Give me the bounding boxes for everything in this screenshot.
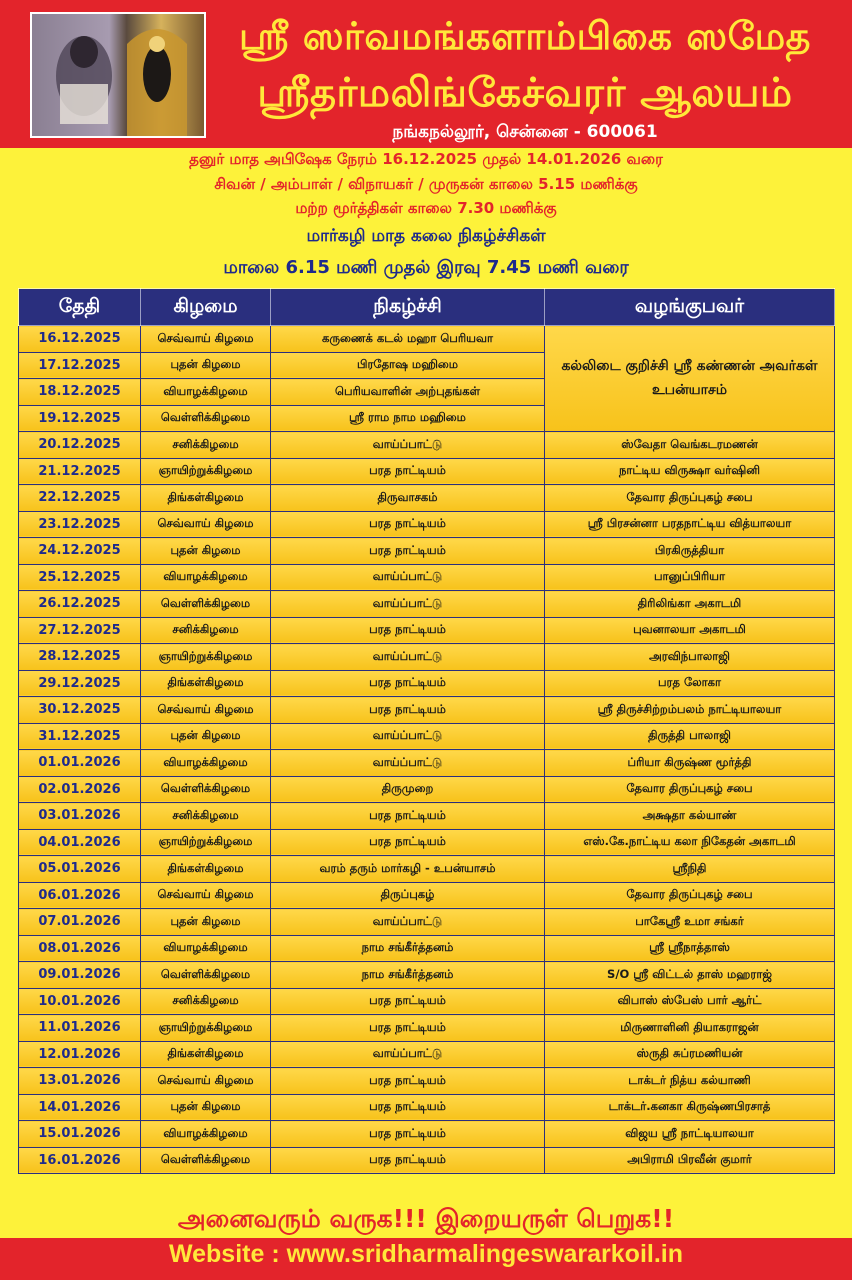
temple-title-line2: ஸ்ரீதர்மலிங்கேச்வரர் ஆலயம்	[257, 70, 793, 116]
date-cell: 23.12.2025	[19, 511, 141, 538]
event-cell: பரத நாட்டியம்	[271, 538, 545, 565]
table-row	[19, 670, 835, 697]
event-cell: வாய்ப்பாட்டு	[271, 909, 545, 936]
date-cell: 15.01.2026	[19, 1121, 141, 1148]
date-cell: 16.01.2026	[19, 1147, 141, 1174]
day-cell: செவ்வாய் கிழமை	[141, 326, 271, 353]
event-cell: நாம சங்கீர்த்தனம்	[271, 935, 545, 962]
table-row	[19, 1094, 835, 1121]
table-row	[19, 617, 835, 644]
website-link[interactable]: Website : www.sridharmalingeswararkoil.in	[168, 1240, 684, 1268]
table-row	[19, 538, 835, 565]
presenter-cell: பானுப்பிரியா	[545, 564, 835, 591]
presenter-cell: ப்ரியா கிருஷ்ண மூர்த்தி	[545, 750, 835, 777]
header-date: தேதி	[19, 289, 141, 326]
table-row	[19, 750, 835, 777]
presenter-cell: ஸ்ருதி சுப்ரமணியன்	[545, 1041, 835, 1068]
event-cell: ஸ்ரீ ராம நாம மஹிமை	[271, 405, 545, 432]
date-cell: 19.12.2025	[19, 405, 141, 432]
date-cell: 17.12.2025	[19, 352, 141, 379]
event-cell: திருப்புகழ்	[271, 882, 545, 909]
presenter-cell-merged: கல்லிடை குறிச்சி ஸ்ரீ கண்ணன் அவர்கள் உபன்யாசம்	[545, 326, 835, 432]
day-cell: வெள்ளிக்கிழமை	[141, 405, 271, 432]
day-cell: செவ்வாய் கிழமை	[141, 882, 271, 909]
event-cell: கருணைக் கடல் மஹா பெரியவா	[271, 326, 545, 353]
header-event: நிகழ்ச்சி	[271, 289, 545, 326]
day-cell: சனிக்கிழமை	[141, 803, 271, 830]
date-cell: 04.01.2026	[19, 829, 141, 856]
table-row	[19, 1041, 835, 1068]
table-row	[19, 485, 835, 512]
event-cell: வாய்ப்பாட்டு	[271, 644, 545, 671]
date-cell: 22.12.2025	[19, 485, 141, 512]
day-cell: வெள்ளிக்கிழமை	[141, 962, 271, 989]
table-row	[19, 1015, 835, 1042]
table-row	[19, 856, 835, 883]
date-cell: 05.01.2026	[19, 856, 141, 883]
presenter-cell: தேவார திருப்புகழ் சபை	[545, 485, 835, 512]
date-cell: 08.01.2026	[19, 935, 141, 962]
presenter-cell: தேவார திருப்புகழ் சபை	[545, 776, 835, 803]
event-cell: பரத நாட்டியம்	[271, 697, 545, 724]
event-cell: நாம சங்கீர்த்தனம்	[271, 962, 545, 989]
presenter-cell: ஸ்ரீநிதி	[545, 856, 835, 883]
abhishekam-main-deities: சிவன் / அம்பாள் / விநாயகர் / முருகன் காலை 5.15 மணிக்கு	[214, 175, 638, 193]
table-header-row	[19, 289, 835, 326]
date-cell: 01.01.2026	[19, 750, 141, 777]
date-cell: 03.01.2026	[19, 803, 141, 830]
table-row	[19, 511, 835, 538]
temple-address: நங்கநல்லூர், சென்னை - 600061	[392, 122, 658, 142]
presenter-cell: டாக்டர் நித்ய கல்யாணி	[545, 1068, 835, 1095]
presenter-cell: அபிராமி பிரவீன் குமார்	[545, 1147, 835, 1174]
day-cell: வெள்ளிக்கிழமை	[141, 1147, 271, 1174]
presenter-cell: ஸ்வேதா வெங்கடரமணன்	[545, 432, 835, 459]
presenter-cell: பாகேஸ்ரீ உமா சங்கர்	[545, 909, 835, 936]
day-cell: வியாழக்கிழமை	[141, 1121, 271, 1148]
date-cell: 09.01.2026	[19, 962, 141, 989]
event-cell: பரத நாட்டியம்	[271, 803, 545, 830]
presenter-cell: புவனாலயா அகாடமி	[545, 617, 835, 644]
abhishekam-other-deities: மற்ற மூர்த்திகள் காலை 7.30 மணிக்கு	[295, 199, 557, 217]
day-cell: சனிக்கிழமை	[141, 432, 271, 459]
table-row	[19, 432, 835, 459]
date-cell: 26.12.2025	[19, 591, 141, 618]
presenter-cell: எஸ்.கே.நாட்டிய கலா நிகேதன் அகாடமி	[545, 829, 835, 856]
footer-slogan: அனைவரும் வருக!!! இறையருள் பெறுக!!	[177, 1204, 675, 1233]
event-cell: பிரதோஷ மஹிமை	[271, 352, 545, 379]
day-cell: புதன் கிழமை	[141, 723, 271, 750]
event-cell: திருமுறை	[271, 776, 545, 803]
day-cell: வியாழக்கிழமை	[141, 564, 271, 591]
programs-heading: மார்கழி மாத கலை நிகழ்ச்சிகள்	[306, 226, 546, 246]
presenter-cell: மிருணாளினி தியாகராஜன்	[545, 1015, 835, 1042]
date-cell: 25.12.2025	[19, 564, 141, 591]
day-cell: திங்கள்கிழமை	[141, 1041, 271, 1068]
date-cell: 12.01.2026	[19, 1041, 141, 1068]
table-row	[19, 803, 835, 830]
date-cell: 24.12.2025	[19, 538, 141, 565]
header-presenter: வழங்குபவர்	[545, 289, 835, 326]
event-cell: வாய்ப்பாட்டு	[271, 1041, 545, 1068]
date-cell: 20.12.2025	[19, 432, 141, 459]
table-row	[19, 829, 835, 856]
day-cell: வியாழக்கிழமை	[141, 750, 271, 777]
presenter-cell: S/O ஸ்ரீ விட்டல் தாஸ் மஹராஜ்	[545, 962, 835, 989]
event-cell: பரத நாட்டியம்	[271, 829, 545, 856]
day-cell: வெள்ளிக்கிழமை	[141, 591, 271, 618]
day-cell: செவ்வாய் கிழமை	[141, 1068, 271, 1095]
date-cell: 11.01.2026	[19, 1015, 141, 1042]
presenter-cell: பிரகிருத்தியா	[545, 538, 835, 565]
deity-photo	[30, 12, 206, 138]
event-cell: பெரியவாளின் அற்புதங்கள்	[271, 379, 545, 406]
day-cell: செவ்வாய் கிழமை	[141, 511, 271, 538]
day-cell: புதன் கிழமை	[141, 909, 271, 936]
event-cell: பரத நாட்டியம்	[271, 1015, 545, 1042]
date-cell: 16.12.2025	[19, 326, 141, 353]
day-cell: வியாழக்கிழமை	[141, 379, 271, 406]
table-row	[19, 776, 835, 803]
table-row	[19, 882, 835, 909]
header-day: கிழமை	[141, 289, 271, 326]
presenter-cell: ஸ்ரீ திருச்சிற்றம்பலம் நாட்டியாலயா	[545, 697, 835, 724]
table-row	[19, 988, 835, 1015]
event-cell: வரம் தரும் மார்கழி - உபன்யாசம்	[271, 856, 545, 883]
date-cell: 18.12.2025	[19, 379, 141, 406]
date-cell: 30.12.2025	[19, 697, 141, 724]
day-cell: புதன் கிழமை	[141, 1094, 271, 1121]
event-cell: பரத நாட்டியம்	[271, 1147, 545, 1174]
date-cell: 10.01.2026	[19, 988, 141, 1015]
date-cell: 21.12.2025	[19, 458, 141, 485]
event-cell: வாய்ப்பாட்டு	[271, 591, 545, 618]
schedule-table	[18, 288, 835, 1174]
event-cell: திருவாசகம்	[271, 485, 545, 512]
day-cell: ஞாயிற்றுக்கிழமை	[141, 829, 271, 856]
date-cell: 02.01.2026	[19, 776, 141, 803]
table-row	[19, 1147, 835, 1174]
day-cell: புதன் கிழமை	[141, 538, 271, 565]
event-cell: பரத நாட்டியம்	[271, 458, 545, 485]
table-row	[19, 1121, 835, 1148]
event-cell: பரத நாட்டியம்	[271, 511, 545, 538]
table-row	[19, 1068, 835, 1095]
table-row	[19, 962, 835, 989]
day-cell: செவ்வாய் கிழமை	[141, 697, 271, 724]
abhishekam-timing: தனுர் மாத அபிஷேக நேரம் 16.12.2025 முதல் 14.01.2026 வரை	[189, 150, 663, 168]
presenter-cell: ஸ்ரீ ஸ்ரீநாத்தாஸ்	[545, 935, 835, 962]
event-cell: வாய்ப்பாட்டு	[271, 723, 545, 750]
day-cell: சனிக்கிழமை	[141, 988, 271, 1015]
day-cell: திங்கள்கிழமை	[141, 670, 271, 697]
table-row	[19, 935, 835, 962]
presenter-cell: ஸ்ரீ பிரசன்னா பரதநாட்டிய வித்யாலயா	[545, 511, 835, 538]
presenter-cell: தேவார திருப்புகழ் சபை	[545, 882, 835, 909]
day-cell: வெள்ளிக்கிழமை	[141, 776, 271, 803]
day-cell: ஞாயிற்றுக்கிழமை	[141, 1015, 271, 1042]
event-cell: பரத நாட்டியம்	[271, 1068, 545, 1095]
day-cell: திங்கள்கிழமை	[141, 485, 271, 512]
day-cell: ஞாயிற்றுக்கிழமை	[141, 458, 271, 485]
schedule-body	[19, 326, 835, 1174]
table-row	[19, 458, 835, 485]
presenter-cell: அரவிந்பாலாஜி	[545, 644, 835, 671]
day-cell: திங்கள்கிழமை	[141, 856, 271, 883]
event-cell: வாய்ப்பாட்டு	[271, 432, 545, 459]
day-cell: புதன் கிழமை	[141, 352, 271, 379]
presenter-cell: விபாஸ் ஸ்பேஸ் பார் ஆர்ட்	[545, 988, 835, 1015]
table-row	[19, 564, 835, 591]
event-cell: பரத நாட்டியம்	[271, 1121, 545, 1148]
presenter-cell: விஜய ஸ்ரீ நாட்டியாலயா	[545, 1121, 835, 1148]
table-row	[19, 723, 835, 750]
day-cell: ஞாயிற்றுக்கிழமை	[141, 644, 271, 671]
event-cell: வாய்ப்பாட்டு	[271, 750, 545, 777]
presenter-cell: அக்ஷதா கல்யாண்	[545, 803, 835, 830]
date-cell: 13.01.2026	[19, 1068, 141, 1095]
date-cell: 31.12.2025	[19, 723, 141, 750]
event-cell: பரத நாட்டியம்	[271, 617, 545, 644]
event-cell: பரத நாட்டியம்	[271, 1094, 545, 1121]
presenter-cell: நாட்டிய விருக்ஷா வர்ஷினி	[545, 458, 835, 485]
programs-timing: மாலை 6.15 மணி முதல் இரவு 7.45 மணி வரை	[223, 257, 629, 278]
presenter-cell: பரத லோகா	[545, 670, 835, 697]
table-row	[19, 326, 835, 353]
day-cell: சனிக்கிழமை	[141, 617, 271, 644]
table-row	[19, 909, 835, 936]
date-cell: 06.01.2026	[19, 882, 141, 909]
date-cell: 29.12.2025	[19, 670, 141, 697]
temple-title-line1: ஸ்ரீ ஸர்வமங்களாம்பிகை ஸமேத	[239, 14, 811, 58]
event-cell: பரத நாட்டியம்	[271, 670, 545, 697]
presenter-cell: திரிலிங்கா அகாடமி	[545, 591, 835, 618]
day-cell: வியாழக்கிழமை	[141, 935, 271, 962]
date-cell: 28.12.2025	[19, 644, 141, 671]
date-cell: 07.01.2026	[19, 909, 141, 936]
presenter-cell: திருத்தி பாலாஜி	[545, 723, 835, 750]
table-row	[19, 644, 835, 671]
table-row	[19, 591, 835, 618]
event-cell: வாய்ப்பாட்டு	[271, 564, 545, 591]
table-row	[19, 697, 835, 724]
event-cell: பரத நாட்டியம்	[271, 988, 545, 1015]
date-cell: 14.01.2026	[19, 1094, 141, 1121]
presenter-cell: டாக்டர்.கனகா கிருஷ்ணபிரசாத்	[545, 1094, 835, 1121]
date-cell: 27.12.2025	[19, 617, 141, 644]
